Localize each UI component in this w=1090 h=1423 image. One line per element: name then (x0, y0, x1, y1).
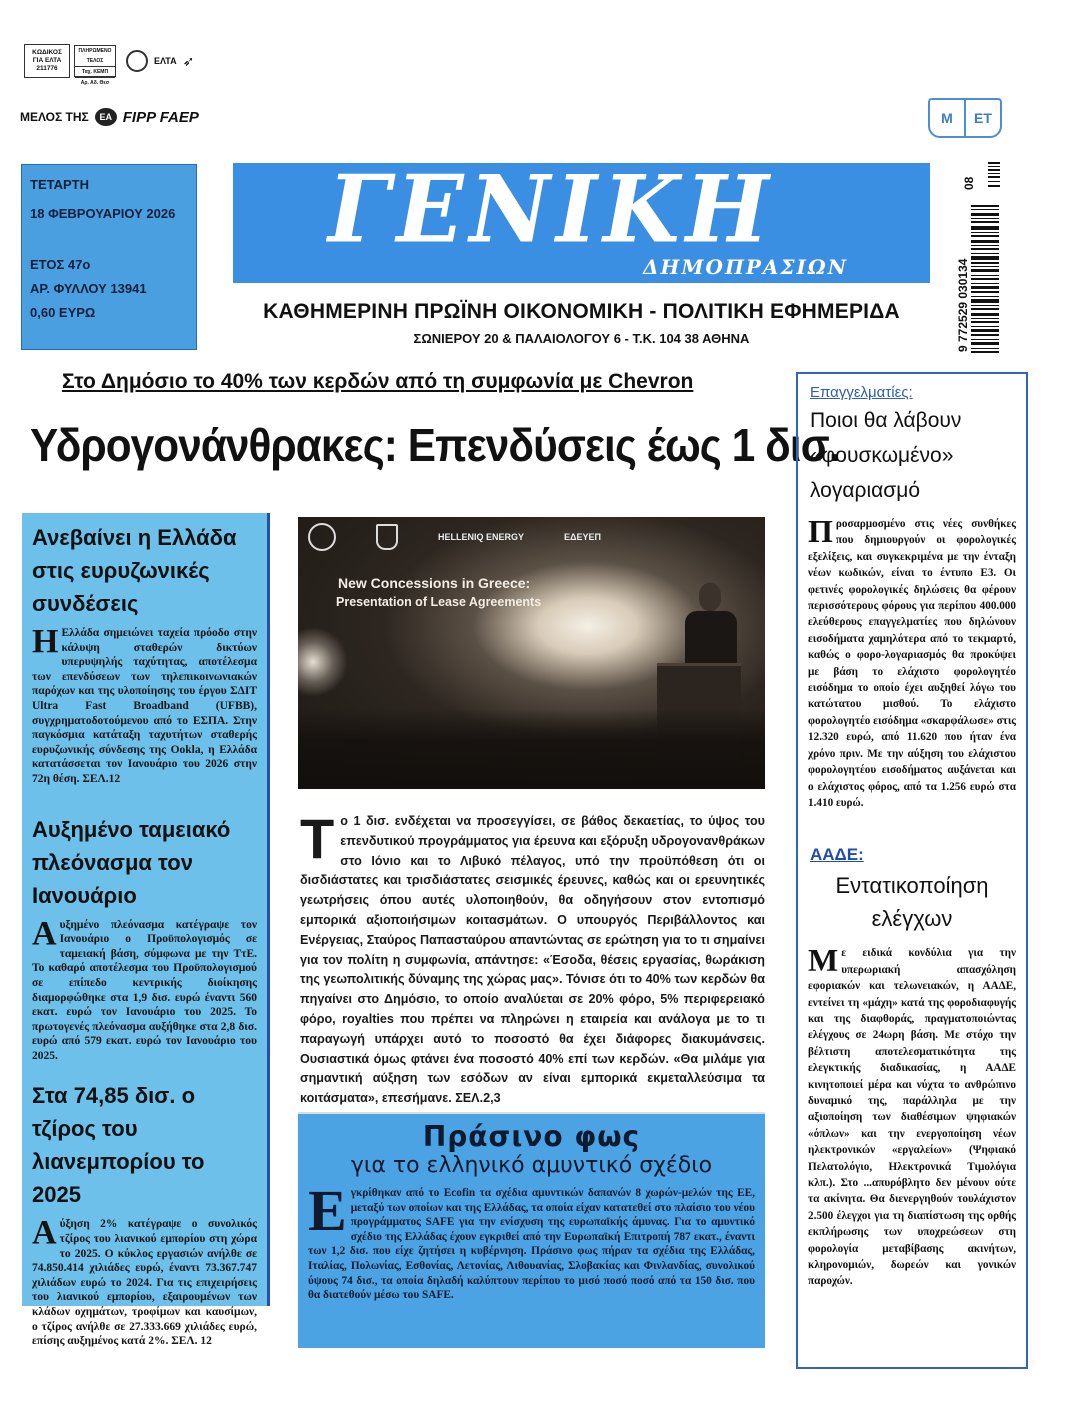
newspaper-tagline: ΚΑΘΗΜΕΡΙΝΗ ΠΡΩΪΝΗ ΟΙΚΟΝΟΜΙΚΗ - ΠΟΛΙΤΙΚΗ ΕΦΗΜΕΡΙΔΑ (263, 300, 900, 323)
elta-code-label-2: ΓΙΑ ΕΛΤΑ (32, 57, 62, 64)
left-news-column (22, 513, 270, 1348)
fipp-emblem-icon: EA (95, 108, 117, 126)
lead-headline: Υδρογονάνθρακες: Επενδύσεις έως 1 δισ. (30, 419, 840, 471)
left-article-retail (32, 1079, 257, 1348)
article-body: Με ειδικά κονδύλια για την υπερωριακή απασχόληση εφοριακών και τελωνειακών, η ΑΑΔΕ, εντείνει τη «μάχη» κατά της φοροδιαφυγής και της διαφθοράς, πραγματοποιώντας ελέγχους σε 24ωρη βάση. Με στόχο την βέλτιστη αποτελεσματικότητα της ελεγκτικής διαδικασίας, η ΑΑΔΕ κινητοποιεί μέρα και νύχτα το ανθρώπινο δυναμικό της, παράλληλα με την αξιοποίηση των διαθέσιμων ψηφιακών «όπλων» και την ενεργοποίηση νέων ηλεκτρονικών «εργαλείων» (Ψηφιακό Πελατολόγιο, Ηλεκτρονικά Τιμολόγια κλπ.). Στο ...απυρόβλητο δεν μένουν ούτε τα ακίνητα. Θα διενεργηθούν τουλάχιστον 2.500 έλεγχοι για τη διαπίστωση της ορθής εκπλήρωσης των υποχρεώσεων στη φορολογία μεταβίβασης ακινήτων, κληρονομιών, δωρεών και γονικών παροχών. (808, 942, 1016, 1288)
article-body: Προσαρμοσμένο στις νέες συνθήκες που δημιουργούν οι φορολογικές εξελίξεις, και συγκεκριμένα με την ένταξη νέων κωδικών, είναι το έντυπο Ε3. Οι φετινές φορολογικές δηλώσεις θα φέρουν περισσότερους φόρους για περίπου 400.000 ελεύθερους επαγγελματίες που δηλώνουν εισοδήματα χαμηλότερα από το τεκμαρτό, καθώς ο φορο-λογαριασμός θα προκύψει με βάση το ελάχιστο φορολογητέο εισόδημα το οποίο έχει αυξηθεί λόγω του κατώτατου μισθού. Το ελάχιστο φορολογητέο εισόδημα «σκαρφάλωσε» στις 12.320 ευρώ, από 11.620 που ήταν ένα χρόνο πριν. Με την αύξηση του ελάχιστου φορολογητέου εισοδήματος αυξάνεται και ο ελάχιστος φόρος, από τα 1.256 ευρώ στα 1.410 ευρώ. (808, 513, 1017, 809)
photo-sponsor-logos (308, 523, 601, 551)
lead-article-body: Το 1 δισ. ενδέχεται να προσεγγίσει, σε βάθος δεκαετίας, το ύψος του επενδυτικού προγράμματος για έρευνα και εξόρυξη υδρογονανθράκων στο Ιόνιο και το Λιβυκό πέλαγος, υπό την προϋπόθεση ότι οι δισδιάστατες και τρισδιάστατες σεισμικές έρευνες, καθώς και οι ερευνητικές γεωτρήσεις όπου αυτές υλοποιηθούν, θα οδηγήσουν στον εντοπισμό εμπορικά αξιοποιήσιμων κοιτασμάτων. Ο υπουργός Περιβάλλοντος και Ενέργειας, Σταύρος Παπασταύρου απαντώντας σε ερώτηση για το τι σημαίνει για τον πολίτη η συμφωνία, απάντησε: «Έσοδα, θέσεις εργασίας, θωράκιση της γεωπολιτικής δύναμης της χώρας μας». Τόνισε ότι το 40% των κερδών θα πηγαίνει στο Δημόσιο, το οποίο αναλύεται σε 20% φόρο, 5% περιφερειακό φόρο, royalties που πρέπει να πληρώνει η εταιρεία και ανάλογα με το τι παραγωγή υπάρχει αυτό το ποσοστό θα έχει διάφορες διακυμάνσεις. Ουσιαστικά όμως φτάνει ένα ποσοστό 40% επί των κερδών. «Θα μιλάμε για σημαντική αύξηση των εσόδων αν είναι εμπορικά εκμεταλλεύσιμα τα κοιτάσματα», επεσήμανε. ΣΕΛ.2,3 (300, 807, 765, 1106)
defense-title: Πράσινο φως (422, 1120, 641, 1153)
lead-photo (298, 517, 765, 789)
newspaper-title: ΓΕΝΙΚΗ (328, 154, 775, 264)
article-title: Εντατικοποίηση ελέγχων (835, 873, 989, 932)
right-article-professionals (808, 384, 1016, 811)
slide-subtitle: Presentation of Lease Agreements (336, 595, 542, 609)
newspaper-address: ΣΩΝΙΕΡΟΥ 20 & ΠΑΛΑΙΟΛΟΓΟΥ 6 - Τ.Κ. 104 38 ΑΘΗΝΑ (413, 331, 750, 346)
article-kicker: ΑΑΔΕ: (810, 845, 864, 865)
dropcap: Τ (300, 807, 335, 870)
met-logo-left: M (941, 110, 953, 126)
elta-logo-text: ΕΛΤΑ (154, 56, 177, 66)
postal-marks (24, 44, 195, 86)
right-article-aade (808, 845, 1016, 1290)
membership-line (20, 108, 199, 126)
article-body: Αύξηση 2% κατέγραψε ο συνολικός τζίρος του λιανικού εμπορίου στη χώρα το 2025. Ο κύκλος εργασιών ανήλθε σε 74.850.414 χιλιάδες ευρώ, έναντι 73.367.747 χιλιάδων ευρώ το 2024. Για τις επιχειρήσεις του λιανικού εμπορίου, εξαιρουμένων των κλάδων οχημάτων, τροφίμων και καυσίμων, ο τζίρος ανήλθε σε 27.333.669 χιλιάδες ευρώ, επίσης αυξημένος κατά 2%. ΣΕΛ. 12 (32, 1214, 257, 1348)
issue-barcode-icon (978, 160, 1002, 190)
fipp-logo-text: FIPP FAEP (122, 108, 199, 126)
issue-date: 18 ΦΕΒΡΟΥΑΡΙΟΥ 2026 (30, 206, 176, 221)
helleniq-logo: HELLENIQ ENERGY (438, 532, 525, 542)
dropcap: Α (32, 1214, 57, 1252)
dropcap: Ε (308, 1178, 347, 1243)
issue-price: 0,60 ΕΥΡΩ (30, 305, 96, 320)
article-title: Στα 74,85 δισ. ο τζίρος του λιανεμπορίου το 2025 (32, 1083, 205, 1208)
elta-seal-icon (126, 50, 148, 72)
barcode-number: 9 772529 030134 (956, 258, 970, 352)
edeyep-logo: ΕΔΕΥΕΠ (564, 532, 601, 542)
article-title: Ανεβαίνει η Ελλάδα στις ευρυζωνικές συνδέσεις (32, 525, 237, 616)
article-title: Ποιοι θα λάβουν «φουσκωμένο» λογαριασμό (810, 409, 962, 502)
issue-number: ΑΡ. ΦΥΛΛΟΥ 13941 (30, 281, 147, 296)
lead-kicker: Στο Δημόσιο το 40% των κερδών από τη συμφωνία με Chevron (62, 370, 694, 393)
issue-code: 08 (962, 176, 976, 190)
defense-plan-box (298, 1112, 765, 1348)
dropcap: Μ (808, 942, 839, 979)
ministry-logo-icon (308, 523, 336, 551)
elta-bird-icon: ➶ (182, 52, 195, 69)
defense-body: Εγκρίθηκαν από το Ecofin τα σχέδια αμυντικών δαπανών 8 χωρών-μελών της ΕΕ, μεταξύ των οποίων και της Ελλάδας, τα οποία είχαν κατατεθεί στο πλαίσιο του νέου προγράμματος SAFE για την ενίσχυση της ευρωπαϊκής άμυνας. Για το αμυντικό σχέδιο της Ελλάδας έχουν εγκριθεί από την Ευρωπαϊκή Επιτροπή 787 εκατ., έναντι των 1,2 δισ. που είχε ζητήσει η κυβέρνηση. Πράσινο φως πήραν τα σχέδια της Ελλάδας, Ιταλίας, Πολωνίας, Εσθονίας, Λετονίας, Λιθουανίας, Σλοβακίας και Φινλανδίας, συνολικού ύψους 74 δισ., τα οποία δηλαδή καλύπτουν περίπου το μισό ποσό ποσό από τα 150 δισ. που θα διατεθούν μέσω του SAFE. (308, 1178, 755, 1302)
chevron-logo-icon (376, 524, 398, 550)
audience (298, 709, 765, 789)
postage-permit-label: Αρ. Αδ. Θεσ (80, 80, 110, 86)
article-title: Αυξημένο ταμειακό πλεόνασμα τον Ιανουάριο (32, 816, 231, 908)
elta-code-box (24, 44, 70, 78)
postage-office-label: Ταχ. ΚΕΜΠ (75, 67, 115, 78)
dropcap: Α (32, 914, 57, 952)
right-news-column (796, 372, 1028, 1369)
dropcap: Π (808, 513, 833, 549)
masthead (233, 154, 930, 283)
postage-paid-box (74, 45, 116, 86)
elta-code-value: 211776 (36, 65, 58, 72)
met-book-logo-icon (928, 98, 1002, 138)
postage-paid-label: ΠΛΗΡΩΜΕΝΟ ΤΕΛΟΣ (75, 46, 115, 67)
newspaper-subtitle: ΔΗΜΟΠΡΑΣΙΩΝ (642, 255, 848, 279)
article-body: Αυξημένο πλεόνασμα κατέγραψε τον Ιανουάριο ο Προϋπολογισμός σε ταμειακή βάση, σύμφωνα με την ΤτΕ. Το καθαρό αποτέλεσμα του Προϋπολογισμού σε επίπεδο κεντρικής διοίκησης διαμορφώθηκε στα 1,9 δισ. ευρώ έναντι 560 εκατ. ευρώ τον Ιανουάριο του 2025. Το πρωτογενές πλεόνασμα αυξήθηκε στα 2,8 δισ. ευρώ από 579 εκατ. ευρώ τον Ιανουάριο του 2025. (32, 914, 257, 1062)
left-article-broadband (32, 521, 257, 787)
left-article-surplus (32, 813, 257, 1064)
defense-subtitle: για το ελληνικό αμυντικό σχέδιο (350, 1153, 713, 1178)
met-logo-right: ET (974, 110, 992, 126)
article-body: Η Ελλάδα σημειώνει ταχεία πρόοδο στην κάλυψη σταθερών δικτύων υπερυψηλής ταχύτητας, αποτέλεσμα των επενδύσεων των τηλεπικοινωνιακών παρόχων και της υλοποίησης του έργου ΣΔΙΤ Ultra Fast Broadband (UFBB), συγχρηματοδοτούμενου από το ΕΣΠΑ. Στην παγκόσμια κατάταξη ταχυτήτων σταθερής ευρυζωνικής σύνδεσης της Ookla, η Ελλάδα κατατάσσεται τον Ιανουάριο του 2026 στην 72η θέση. ΣΕΛ.12 (32, 623, 257, 785)
dropcap: Η (32, 623, 59, 660)
elta-code-label: ΚΩΔΙΚΟΣ (32, 49, 62, 56)
slide-title: New Concessions in Greece: (338, 575, 531, 591)
membership-label: ΜΕΛΟΣ ΤΗΣ (20, 110, 89, 124)
issue-info-box (21, 164, 197, 350)
issue-year: ΕΤΟΣ 47ο (30, 257, 91, 272)
article-kicker: Επαγγελματίες: (810, 384, 913, 401)
issue-day: ΤΕΤΑΡΤΗ (30, 177, 89, 192)
